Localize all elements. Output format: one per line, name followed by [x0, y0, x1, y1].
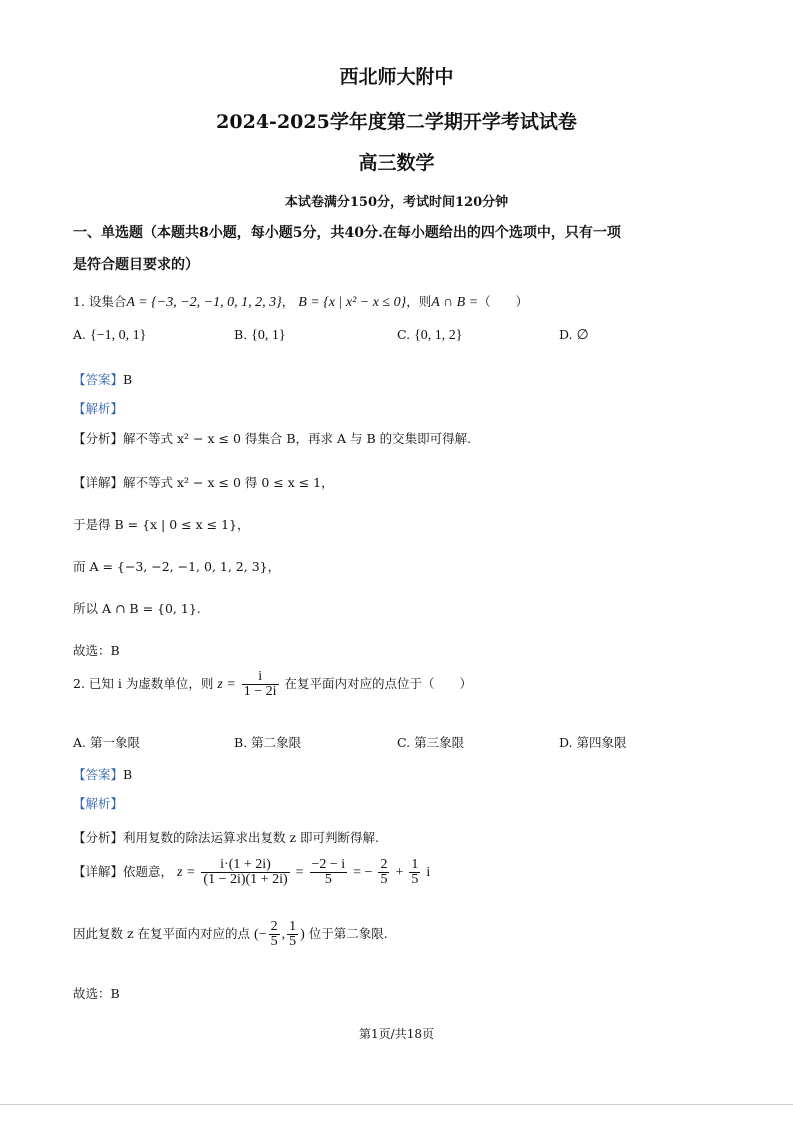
exam-info: 本试卷满分150分，考试时间120分钟: [284, 195, 509, 210]
q2-conclusion: 因此复数 z 在复平面内对应的点 (− $\frac{2}{5}$ , $\frac{1}{5}$ ) 位于第二象限.: [73, 919, 388, 949]
answer-tag: 【答案】: [73, 372, 124, 387]
q1-choose: 故选：B: [73, 643, 120, 658]
q1-option-c: C. {0, 1, 2}: [397, 327, 463, 343]
page-number: 第1页/共18页: [359, 1027, 434, 1041]
section-heading-cont: 是符合题目要求的）: [73, 257, 199, 273]
question-1: [73, 292, 528, 311]
q1-comma: ，: [281, 294, 295, 309]
q2-fraction: $\frac{i}{1 - 2i}$: [243, 669, 277, 699]
q2-option-b: B. 第二象限: [234, 735, 302, 750]
q2-option-c: C. 第三象限: [397, 735, 465, 750]
q2-option-d: D. 第四象限: [559, 735, 627, 750]
section-heading: 一、单选题（本题共8小题，每小题5分，共40分.在每小题给出的四个选项中，只有一项: [73, 225, 621, 241]
q1-detail-3: 而 A = {−3, −2, −1, 0, 1, 2, 3}，: [73, 559, 281, 574]
q2-option-a: A. 第一象限: [73, 735, 141, 750]
subject-title: 高三数学: [358, 152, 435, 174]
exam-title: 2024-2025学年度第二学期开学考试试卷: [216, 111, 577, 133]
q1-answer: 【答案】B: [73, 372, 133, 387]
q1-detail-4: 所以 A ∩ B = {0, 1}.: [73, 601, 201, 616]
q1-option-a: A. {−1, 0, 1}: [73, 327, 147, 343]
school-name: 西北师大附中: [339, 66, 454, 88]
q2-fenxi: 【分析】利用复数的除法运算求出复数 z 即可判断得解.: [73, 830, 380, 845]
q1-detail-2: 于是得 B = {x | 0 ≤ x ≤ 1}，: [73, 517, 250, 532]
q1-set-b: B = {x | x² − x ≤ 0}: [298, 295, 407, 310]
page-divider: [0, 1104, 793, 1105]
q1-detail-1: 【详解】解不等式 x² − x ≤ 0 得 0 ≤ x ≤ 1，: [73, 475, 334, 490]
q1-set-a: A = {−3, −2, −1, 0, 1, 2, 3}: [126, 295, 282, 310]
q1-analysis-tag: 【解析】: [73, 401, 124, 416]
q1-option-d: D. ∅: [559, 327, 589, 343]
q2-prefix: 2. 已知 i 为虚数单位，则: [73, 676, 214, 691]
q2-answer: 【答案】B: [73, 767, 133, 782]
q2-analysis-tag: 【解析】: [73, 796, 124, 811]
q1-paren: （ ）: [478, 294, 529, 309]
q2-choose: 故选：B: [73, 986, 120, 1001]
question-2: 2. 已知 i 为虚数单位，则 z = $\frac{i}{1 - 2i}$ 在复平面内对应的点位于（ ）: [73, 669, 473, 699]
q1-then: ，则: [406, 294, 432, 309]
q1-fenxi: 【分析】解不等式 x² − x ≤ 0 得集合 B，再求 A 与 B 的交集即可得解.: [73, 431, 472, 446]
q1-option-b: B. {0, 1}: [234, 327, 286, 343]
q1-expr: A ∩ B =: [431, 295, 479, 310]
q2-detail: 【详解】依题意， z = $\frac{i\cdot(1 + 2i)}{(1 - 2i)(1 + 2i)}$ = $\frac{-2 - i}{5}$ = − $\frac{2}{5}$ + $\frac{1}{5}$ i: [73, 857, 431, 887]
q1-prefix: 1. 设集合: [73, 294, 127, 309]
